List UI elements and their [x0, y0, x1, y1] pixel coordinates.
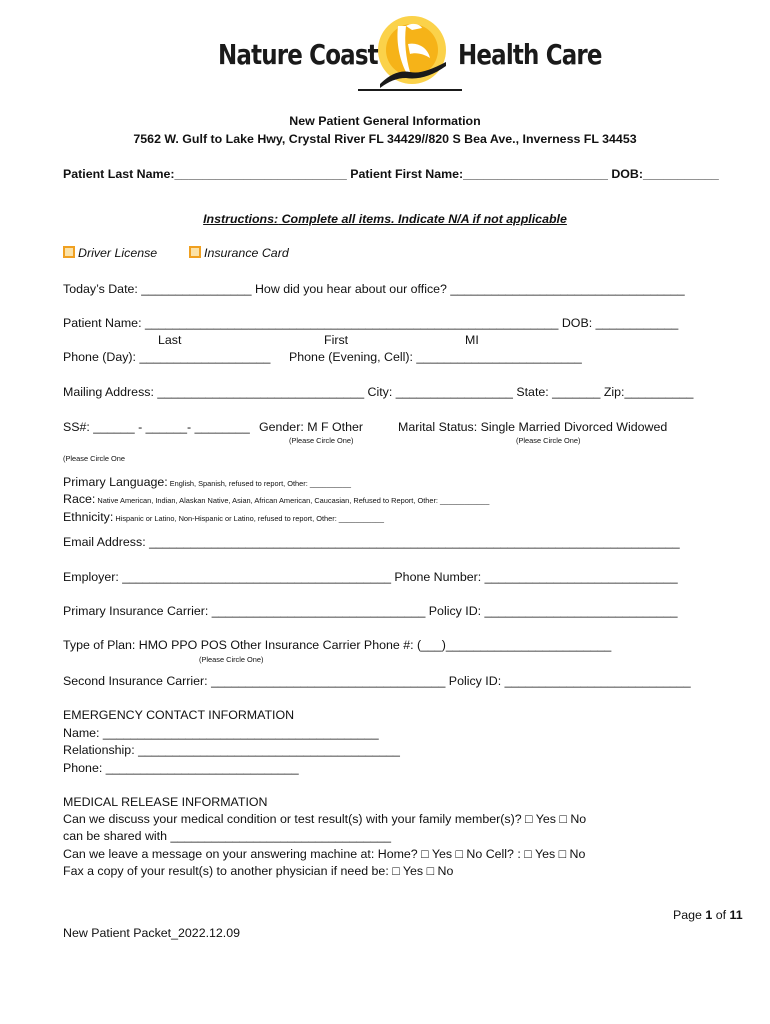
- gender-options[interactable]: Gender: M F Other: [259, 420, 363, 434]
- gender-hint: (Please Circle One): [289, 436, 354, 445]
- medical-q1[interactable]: Can we discuss your medical condition or test result(s) with your family member(s)? □ Yes □ No: [63, 812, 587, 826]
- ssn-field[interactable]: SS#: ______ - ______- ________: [63, 420, 250, 434]
- patient-name-dob-line[interactable]: Patient Last Name:_________________________ Patient First Name:_____________________ DOB:___________: [63, 167, 719, 181]
- logo-right-text: Health Care: [458, 38, 602, 71]
- page-total: 11: [729, 908, 743, 922]
- todays-date-field[interactable]: Today’s Date: ________________ How did you hear about our office? __________________________________: [63, 282, 685, 296]
- packet-version: New Patient Packet_2022.12.09: [63, 926, 241, 940]
- insurance-card-label: Insurance Card: [204, 246, 289, 260]
- instructions-text: Complete all items. Indicate N/A if not applicable: [278, 212, 567, 226]
- logo: [214, 14, 602, 94]
- phone-evening-field[interactable]: Phone (Evening, Cell): ________________________: [289, 350, 582, 364]
- mailing-address-field[interactable]: Mailing Address: ______________________________ City: _________________ State: _______ Zip:__________: [63, 385, 694, 399]
- page-number: [673, 908, 743, 923]
- emergency-phone-field[interactable]: Phone: ____________________________: [63, 761, 299, 775]
- emergency-heading: EMERGENCY CONTACT INFORMATION: [63, 708, 295, 722]
- primary-insurance-field[interactable]: Primary Insurance Carrier: _______________________________ Policy ID: ____________________________: [63, 604, 678, 618]
- emergency-relationship-field[interactable]: Relationship: ______________________________________: [63, 743, 400, 757]
- medical-q3[interactable]: Fax a copy of your result(s) to another physician if need be: □ Yes □ No: [63, 864, 454, 878]
- email-field[interactable]: Email Address: _____________________________________________________________________________: [63, 535, 680, 549]
- instructions-label: Instructions:: [203, 212, 279, 226]
- ethnicity-options[interactable]: Hispanic or Latino, Non-Hispanic or Latino, refused to report, Other: ___________: [113, 514, 385, 523]
- plan-type-options[interactable]: Type of Plan: HMO PPO POS Other Insurance Carrier Phone #: (___)________________________: [63, 638, 612, 652]
- page-current: 1: [705, 908, 713, 922]
- form-title: New Patient General Information: [289, 114, 481, 128]
- second-insurance-field[interactable]: Second Insurance Carrier: __________________________________ Policy ID: ___________________________: [63, 674, 691, 688]
- marital-hint: (Please Circle One): [516, 436, 581, 445]
- office-address: 7562 W. Gulf to Lake Hwy, Crystal River FL 34429//820 S Bea Ave., Inverness FL 34453: [133, 132, 637, 146]
- race-line[interactable]: [63, 490, 489, 508]
- employer-field[interactable]: Employer: _______________________________________ Phone Number: ____________________________: [63, 570, 678, 584]
- driver-license-label: Driver License: [78, 246, 158, 260]
- emergency-name-field[interactable]: Name: ________________________________________: [63, 726, 379, 740]
- checkbox-icon[interactable]: [63, 246, 75, 258]
- patient-name-field[interactable]: Patient Name: ____________________________________________________________ DOB: ____________: [63, 316, 679, 330]
- race-options[interactable]: Native American, Indian, Alaskan Native, Asian, African American, Caucasian, Refused to Report, Other: ____________: [95, 496, 490, 505]
- page-mid: of: [712, 908, 730, 922]
- name-mi-label: MI: [465, 333, 479, 347]
- medical-release-heading: MEDICAL RELEASE INFORMATION: [63, 795, 268, 809]
- marital-status-options[interactable]: Marital Status: Single Married Divorced Widowed: [398, 420, 668, 434]
- primary-language-line[interactable]: [63, 473, 351, 491]
- primary-language-options[interactable]: English, Spanish, refused to report, Other: __________: [167, 479, 351, 488]
- phone-day-field[interactable]: Phone (Day): ___________________: [63, 350, 271, 364]
- race-label: Race:: [63, 492, 96, 506]
- primary-language-label: Primary Language:: [63, 475, 168, 489]
- medical-q2[interactable]: Can we leave a message on your answering machine at: Home? □ Yes □ No Cell? : □ Yes □ No: [63, 847, 586, 861]
- name-first-label: First: [324, 333, 349, 347]
- logo-left-text: Nature Coast: [218, 38, 378, 71]
- instructions: [0, 212, 770, 227]
- ethnicity-line[interactable]: [63, 508, 384, 526]
- medical-q1-shared-with[interactable]: can be shared with ________________________________: [63, 829, 391, 843]
- ethnicity-label: Ethnicity:: [63, 510, 114, 524]
- page-prefix: Page: [673, 908, 706, 922]
- circle-one-hint: (Please Circle One: [63, 454, 126, 463]
- driver-license-checkbox[interactable]: [63, 246, 157, 261]
- insurance-card-checkbox[interactable]: [189, 246, 289, 261]
- checkbox-icon[interactable]: [189, 246, 201, 258]
- name-last-label: Last: [158, 333, 182, 347]
- plan-hint: (Please Circle One): [199, 655, 264, 664]
